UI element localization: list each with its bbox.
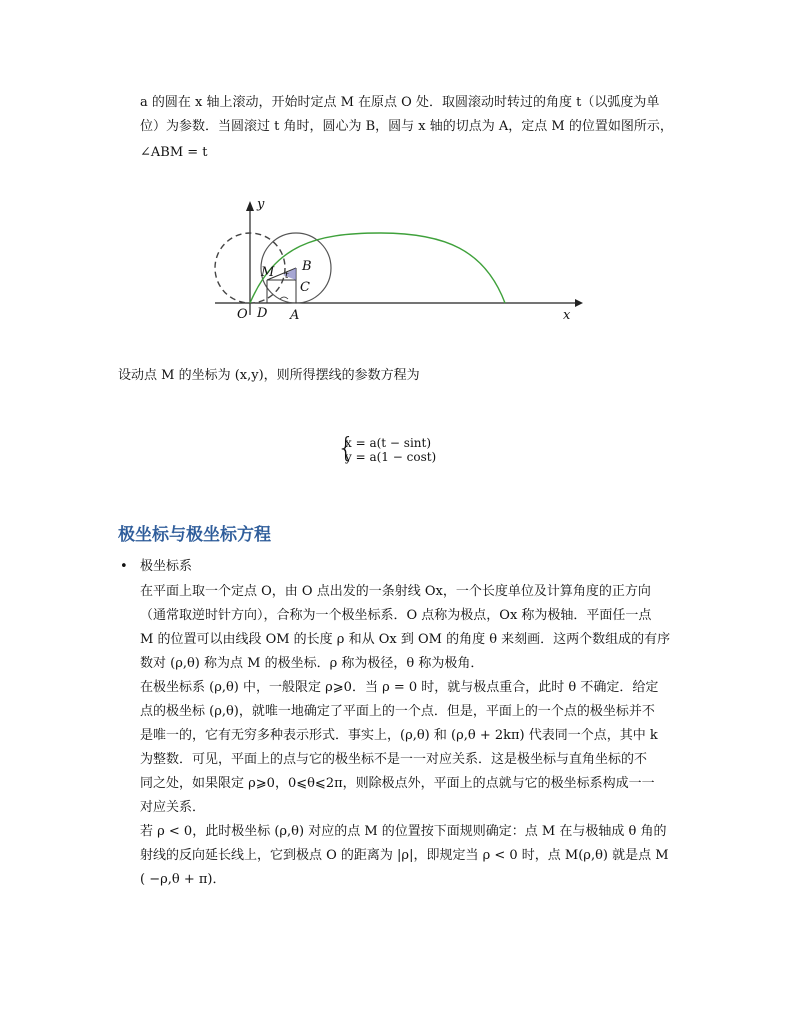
cycloid-curve <box>250 233 505 303</box>
bullet-title: 极坐标系 <box>140 559 193 574</box>
label-M: M <box>261 265 275 280</box>
label-B: B <box>302 259 312 274</box>
cycloid-diagram <box>205 195 585 330</box>
bullet-icon: • <box>120 559 128 574</box>
brace: { <box>337 431 355 464</box>
body-line-12: 射线的反向延长线上，它到极点 O 的距离为 |ρ|，即规定当 ρ < 0 时，点 M(ρ,θ) 就是点 M <box>140 848 669 863</box>
body-line-13: ( −ρ,θ + π)． <box>140 872 226 887</box>
body-line-2: （通常取逆时针方向），合称为一个极坐标系．O 点称为极点，Ox 称为极轴．平面任一点 <box>140 608 652 623</box>
small-arc <box>280 297 288 299</box>
body-line-4: 数对 (ρ,θ) 称为点 M 的极坐标．ρ 称为极径，θ 称为极角． <box>140 656 484 671</box>
body-line-7: 是唯一的，它有无穷多种表示形式．事实上，(ρ,θ) 和 (ρ,θ + 2kπ) 代表同一个点，其中 k <box>140 728 658 743</box>
equation-x: x = a(t − sint) <box>345 436 432 450</box>
body-line-9: 同之处，如果限定 ρ⩾0，0⩽θ⩽2π，则除极点外，平面上的点就与它的极坐标系构成一一 <box>140 776 655 791</box>
label-A: A <box>290 308 300 323</box>
equation-y: y = a(1 − cost) <box>345 450 437 464</box>
body-line-5: 在极坐标系 (ρ,θ) 中，一般限定 ρ⩾0．当 ρ = 0 时，就与极点重合，此时 θ 不确定．给定 <box>140 680 659 695</box>
label-t: t <box>285 271 289 281</box>
section-heading: 极坐标与极坐标方程 <box>118 525 271 545</box>
body-line-8: 为整数．可见，平面上的点与它的极坐标不是一一对应关系．这是极坐标与直角坐标的不 <box>140 752 648 767</box>
label-y: y <box>257 197 265 212</box>
y-axis-arrow-icon <box>246 201 254 211</box>
cycloid-figure <box>205 195 585 330</box>
body-line-11: 若 ρ < 0，此时极坐标 (ρ,θ) 对应的点 M 的位置按下面规则确定：点 M 在与极轴成 θ 角的 <box>140 824 667 839</box>
body-line-1: 在平面上取一个定点 O，由 O 点出发的一条射线 Ox，一个长度单位及计算角度的正方向 <box>140 584 651 599</box>
setup-line: 设动点 M 的坐标为 (x,y)，则所得摆线的参数方程为 <box>118 368 420 383</box>
intro-line-2: 位）为参数．当圆滚过 t 角时，圆心为 B，圆与 x 轴的切点为 A，定点 M 的位置如图所示， <box>140 119 673 134</box>
body-line-6: 点的极坐标 (ρ,θ)，就唯一地确定了平面上的一个点．但是，平面上的一个点的极坐标并不 <box>140 704 655 719</box>
label-x: x <box>563 308 571 323</box>
label-C: C <box>300 280 310 295</box>
body-line-3: M 的位置可以由线段 OM 的长度 ρ 和从 Ox 到 OM 的角度 θ 来刻画．这两个数组成的有序 <box>140 632 671 647</box>
x-axis-arrow-icon <box>575 299 583 307</box>
body-line-10: 对应关系． <box>140 800 206 815</box>
intro-line-3: ∠ABM = t <box>140 145 208 160</box>
label-D: D <box>257 306 268 321</box>
label-O: O <box>237 307 248 322</box>
intro-line-1: a 的圆在 x 轴上滚动，开始时定点 M 在原点 O 处．取圆滚动时转过的角度 t（以弧度为单 <box>140 95 660 110</box>
parametric-equation <box>337 431 437 464</box>
